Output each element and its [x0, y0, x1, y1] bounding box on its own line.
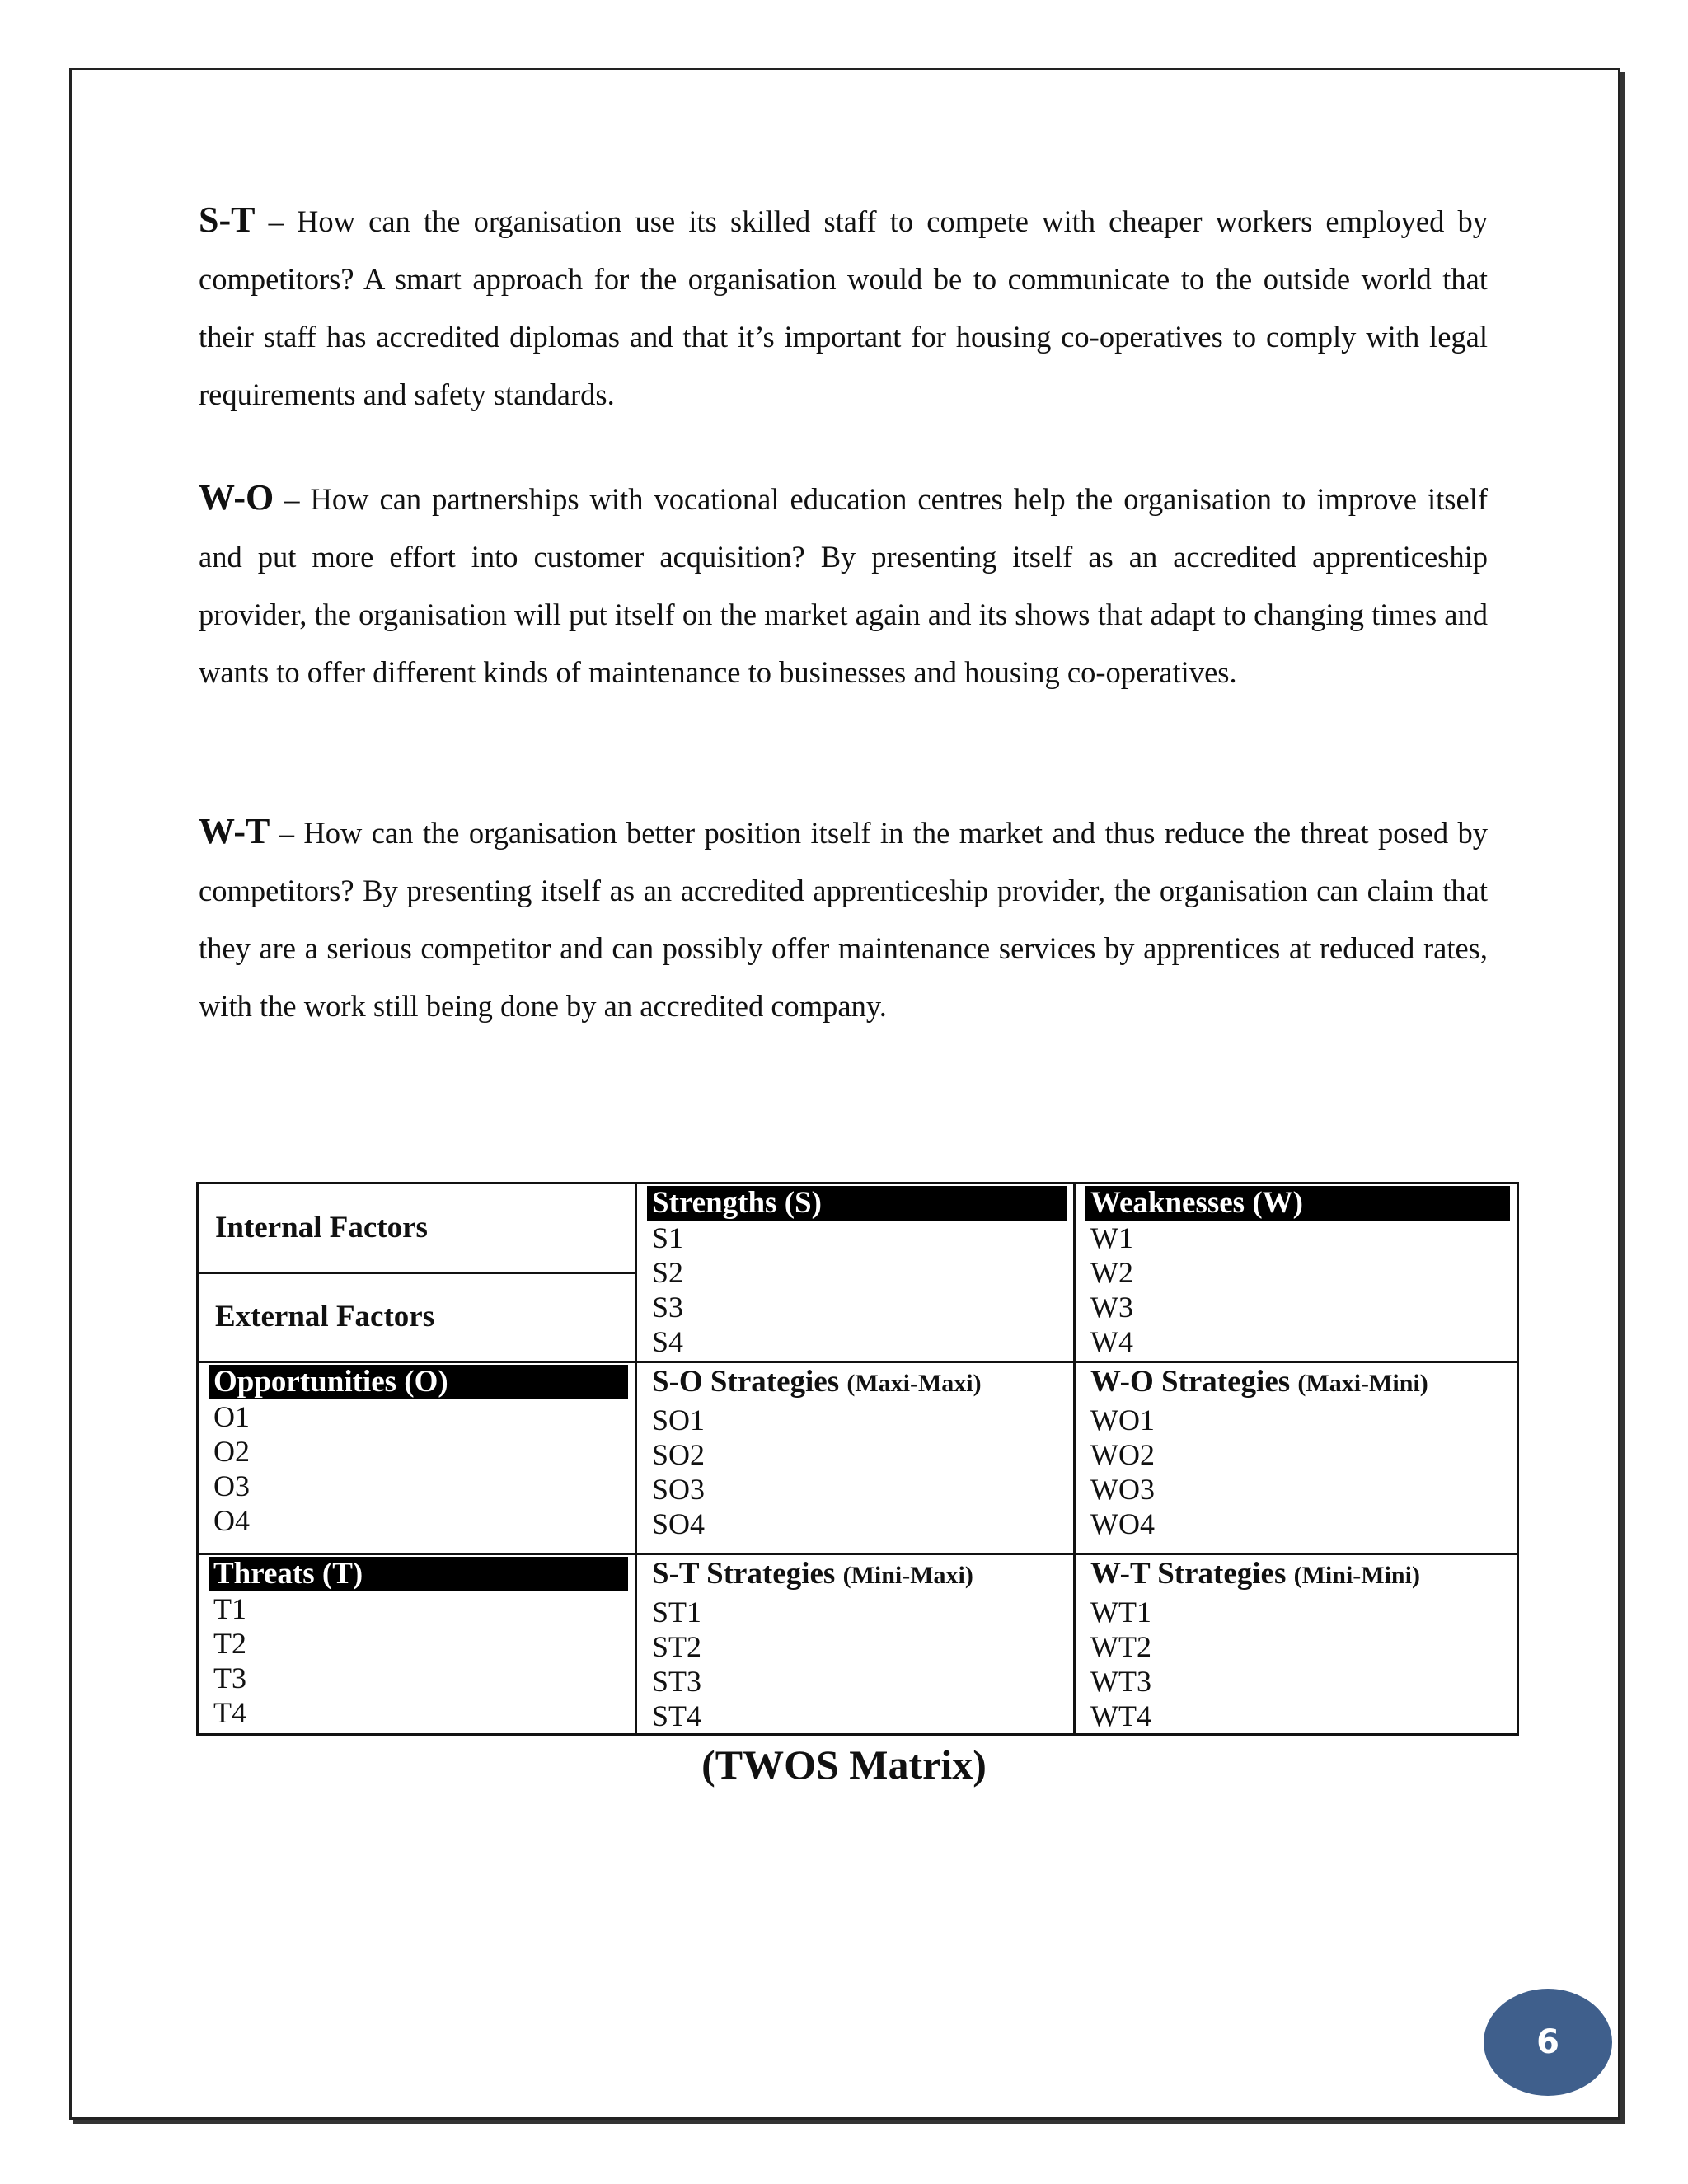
wt-text: – How can the organisation better position itself in the market and thus reduce the threat posed by competitors? By presenting itself as an accredited apprenticeship provider, the organisation can claim that they are a serious competitor and can possibly offer maintenance services by apprentices at reduced rates, with the work still being done by an accredited company. — [199, 816, 1488, 1023]
so-item: SO2 — [652, 1438, 706, 1471]
wt-paragraph — [199, 803, 1488, 1035]
internal-factors-label: Internal Factors — [199, 1184, 635, 1274]
so-item: SO4 — [652, 1507, 706, 1540]
wo-lead: W-O — [199, 477, 274, 518]
wo-title-text: W-O Strategies — [1090, 1365, 1291, 1399]
so-subtitle: (Maxi-Maxi) — [846, 1370, 982, 1397]
matrix-caption: (TWOS Matrix) — [701, 1741, 987, 1788]
so-strategies-cell — [636, 1362, 1075, 1554]
strength-item: S2 — [652, 1256, 684, 1289]
weakness-item: W1 — [1090, 1221, 1133, 1254]
st-item: ST3 — [652, 1665, 702, 1698]
st-text: – How can the organisation use its skilled staff to compete with cheaper workers employed by competitors? A smart approach for the organisation would be to communicate to the outside world that their staff has accredited diplomas and that it’s important for housing co-operatives to comply with legal requirements and safety standards. — [199, 204, 1488, 411]
weaknesses-header: Weaknesses (W) — [1085, 1186, 1510, 1221]
weakness-item: W3 — [1090, 1291, 1133, 1324]
threat-item: T3 — [213, 1661, 246, 1694]
twos-matrix-table — [196, 1182, 1519, 1736]
opportunities-cell — [198, 1362, 636, 1554]
wo-item: WO4 — [1090, 1507, 1155, 1540]
wo-text: – How can partnerships with vocational education centres help the organisation to improve itself and put more effort into customer acquisition? By presenting itself as an accredited apprenticeship provider, the organisation will put itself on the market again and its shows that adapt to changing times and wants to offer different kinds of maintenance to businesses and housing co-operatives. — [199, 482, 1488, 689]
threat-item: T4 — [213, 1696, 246, 1729]
wt-strategies-title — [1090, 1555, 1502, 1595]
so-item: SO3 — [652, 1473, 706, 1506]
opportunity-item: O2 — [213, 1435, 250, 1468]
threat-item: T1 — [213, 1592, 246, 1625]
opportunity-item: O4 — [213, 1504, 250, 1537]
st-lead: S-T — [199, 199, 256, 240]
st-item: ST4 — [652, 1699, 702, 1732]
st-paragraph — [199, 191, 1488, 424]
st-strategies-title — [652, 1555, 1058, 1595]
external-factors-label: External Factors — [215, 1300, 435, 1333]
opportunities-header: Opportunities (O) — [209, 1365, 628, 1399]
wo-item: WO1 — [1090, 1404, 1155, 1436]
st-subtitle: (Mini-Maxi) — [842, 1562, 973, 1589]
strengths-cell — [636, 1183, 1075, 1362]
threats-header: Threats (T) — [209, 1557, 628, 1591]
opportunity-item: O3 — [213, 1469, 250, 1502]
wt-title-text: W-T Strategies — [1090, 1557, 1287, 1591]
threat-item: T2 — [213, 1627, 246, 1660]
wt-strategies-cell — [1075, 1554, 1518, 1735]
wo-strategies-title — [1090, 1363, 1502, 1403]
st-title-text: S-T Strategies — [652, 1557, 836, 1591]
strength-item: S1 — [652, 1221, 684, 1254]
strength-item: S3 — [652, 1291, 684, 1324]
threats-cell — [198, 1554, 636, 1735]
st-strategies-cell — [636, 1554, 1075, 1735]
page-number: 6 — [1536, 2023, 1559, 2061]
wo-item: WO2 — [1090, 1438, 1155, 1471]
so-title-text: S-O Strategies — [652, 1365, 840, 1399]
st-item: ST2 — [652, 1630, 702, 1663]
so-strategies-title — [652, 1363, 1058, 1403]
wo-item: WO3 — [1090, 1473, 1155, 1506]
factors-cell — [198, 1183, 636, 1362]
wt-lead: W-T — [199, 811, 270, 851]
wt-item: WT4 — [1090, 1699, 1151, 1732]
wo-subtitle: (Maxi-Mini) — [1297, 1370, 1428, 1397]
wo-strategies-cell — [1075, 1362, 1518, 1554]
weakness-item: W4 — [1090, 1325, 1133, 1358]
strengths-header: Strengths (S) — [647, 1186, 1067, 1221]
weaknesses-cell — [1075, 1183, 1518, 1362]
so-item: SO1 — [652, 1404, 706, 1436]
st-item: ST1 — [652, 1596, 702, 1629]
strength-item: S4 — [652, 1325, 684, 1358]
wt-item: WT1 — [1090, 1596, 1151, 1629]
weakness-item: W2 — [1090, 1256, 1133, 1289]
wt-item: WT2 — [1090, 1630, 1151, 1663]
wt-item: WT3 — [1090, 1665, 1151, 1698]
page-number-badge — [1484, 1989, 1612, 2096]
opportunity-item: O1 — [213, 1400, 250, 1433]
wo-paragraph — [199, 469, 1488, 701]
wt-subtitle: (Mini-Mini) — [1293, 1562, 1420, 1589]
